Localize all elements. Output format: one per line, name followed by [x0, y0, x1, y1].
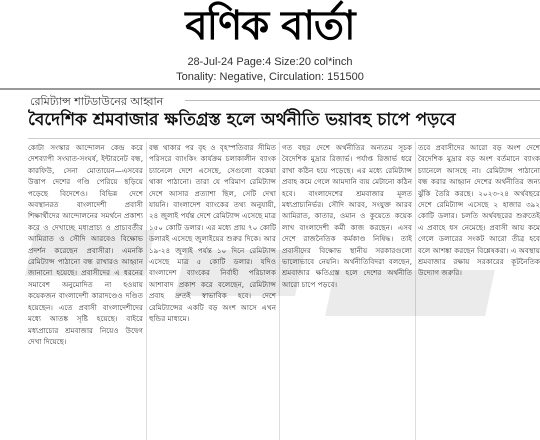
- clipping-meta: [0, 55, 540, 85]
- column-divider: [146, 142, 147, 440]
- column-4-text: তবে প্রবাসীদের আরো বড় অংশ দেশে বৈদেশিক মুদ্রার বড় অংশ বর্তমানে ব্যাংক চ্যানেলে আসছে না। রেমিট্যান্স পাঠানো বন্ধ করার আহ্বান দেশের অর্থনীতির জন্য ঝুঁকি তৈরি করছে। ২০২৩-২৪ অর্থবছরে দেশে রেমিট্যান্স এসেছে ২ হাজার ৩৯২ কোটি ডলার। চলতি অর্থবছরের শুরুতেই এ প্রবাহে ধস নেমেছে। প্রবাসী আয় কমে গেলে ডলারের সংকট আরো তীব্র হবে বলে আশঙ্কা করছেন বিশ্লেষকরা। এ অবস্থায় শ্রমবাজার রক্ষায় সরকারের কূটনৈতিক উদ্যোগ জরুরি।: [418, 143, 540, 278]
- body-column-3: [282, 142, 412, 440]
- column-3-text: গত বছর দেশে অর্থনীতির অন্যতম সূচক বৈদেশিক মুদ্রার রিজার্ভ। পর্যাপ্ত রিজার্ভ ধরে রাখা কঠিন হয়ে পড়েছে। এর মধ্যে রেমিট্যান্স প্রবাহ কমে গেলে আমদানি ব্যয় মেটানো কঠিন হবে। বাংলাদেশের শ্রমবাজার মূলত মধ্যপ্রাচ্যনির্ভর। সৌদি আরব, সংযুক্ত আরব আমিরাত, কাতার, ওমান ও কুয়েতে কয়েক লাখ বাংলাদেশী কর্মী কাজ করছেন। এসব দেশে রাজনৈতিক কর্মকাণ্ড নিষিদ্ধ। তাই প্রবাসীদের বিক্ষোভ স্থানীয় সরকারগুলো ভালোভাবে নেয়নি। অর্থনীতিবিদরা বলছেন, শ্রমবাজার ক্ষতিগ্রস্ত হলে দেশের অর্থনীতি আরো চাপে পড়বে।: [282, 143, 412, 289]
- headline-divider: [28, 138, 540, 139]
- column-divider: [279, 142, 280, 440]
- masthead: [0, 0, 540, 52]
- meta-tonality-circulation: Tonality: Negative, Circulation: 151500: [176, 71, 364, 83]
- article-body: [28, 142, 540, 440]
- body-column-2: [149, 142, 276, 440]
- body-column-4: [418, 142, 540, 440]
- article-headline: বৈদেশিক শ্রমবাজার ক্ষতিগ্রস্ত হলে অর্থনীতি ভয়াবহ চাপে পড়বে: [28, 110, 456, 130]
- column-2-text: বন্ধ থাকার পর বৃহ ও বৃহস্পতিবার সীমিত পরিসরে ব্যাংকিং কার্যক্রম চলাকালীন ব্যাংক চ্যানেলে দেশে এসেছে, সেগুলো বকেয়া থাকা পাঠানো। তারা যে পরিমাণ রেমিট্যান্স দেশে আসার প্রত্যাশা ছিল, সেটি দেখা যায়নি। বাংলাদেশ ব্যাংকের তথ্য অনুযায়ী, ২৪ জুলাই পর্যন্ত দেশে রেমিট্যান্স এসেছে মাত্র ১৫০ কোটি ডলার। এর মধ্যে প্রায় ৭০ কোটি ডলারই এসেছে জুলাইয়ের শুরুর দিকে। আর ১৯-২৪ জুলাই পর্যন্ত ১০ দিনে রেমিট্যান্স এসেছে মাত্র ৫ কোটি ডলার। যদিও বাংলাদেশ ব্যাংকের নির্বাহী পরিচালক আশাবাদ প্রকাশ করে বলেছেন, রেমিট্যান্স প্রবাহ দ্রুতই স্বাভাবিক হবে। দেশে রেমিট্যান্সের একটি বড় অংশ আসে এখন হুন্ডির মাধ্যমে।: [149, 143, 276, 324]
- kicker-divider: [185, 100, 540, 101]
- newspaper-logo: বণিক বার্তা: [185, 2, 355, 49]
- column-1-text: কোটা সংস্কার আন্দোলন কেন্দ্র করে দেশব্যাপী সংঘাত-সংঘর্ষ, ইন্টারনেট বন্ধ, কারফিউ, সেনা মোতায়েন—এসবের উত্তাপ দেশের গণ্ডি পেরিয়ে ছড়িয়ে পড়েছে বিদেশেও। বিভিন্ন দেশে অবস্থানরত বাংলাদেশী প্রবাসী শিক্ষার্থীদের আন্দোলনের সমর্থনে প্রকাশ্য করে ও দেখাচ্ছে মধ্যপ্রাচ্য ও প্রাচ্যবর্তীর আমিরাত ও সৌদি আরবেও বিক্ষোভ প্রদর্শন করেছেন প্রবাসীরা। এমনকি রেমিট্যান্স পাঠানো বন্ধ রাখারও আহ্বান জানানো হয়েছে। প্রবাসীদের এ ধরনের সমাবেশ অনুমোদিত না হওয়ায় কয়েকজন বাংলাদেশী কারাদণ্ডেও দণ্ডিত হয়েছেন। এতে প্রবাসী বাংলাদেশীদের মধ্যে আতঙ্ক সৃষ্টি হয়েছে। বাইরে মধ্যপ্রাচ্যের শ্রমবাজার নিয়েও উদ্বেগ দেখা দিয়েছে।: [28, 143, 143, 346]
- article-kicker: রেমিট্যান্স শাটডাউনের আহ্বান: [30, 95, 164, 108]
- masthead-divider: [0, 88, 540, 90]
- body-column-1: [28, 142, 143, 440]
- meta-date-page-size: 28-Jul-24 Page:4 Size:20 col*inch: [187, 56, 353, 68]
- column-divider: [415, 142, 416, 440]
